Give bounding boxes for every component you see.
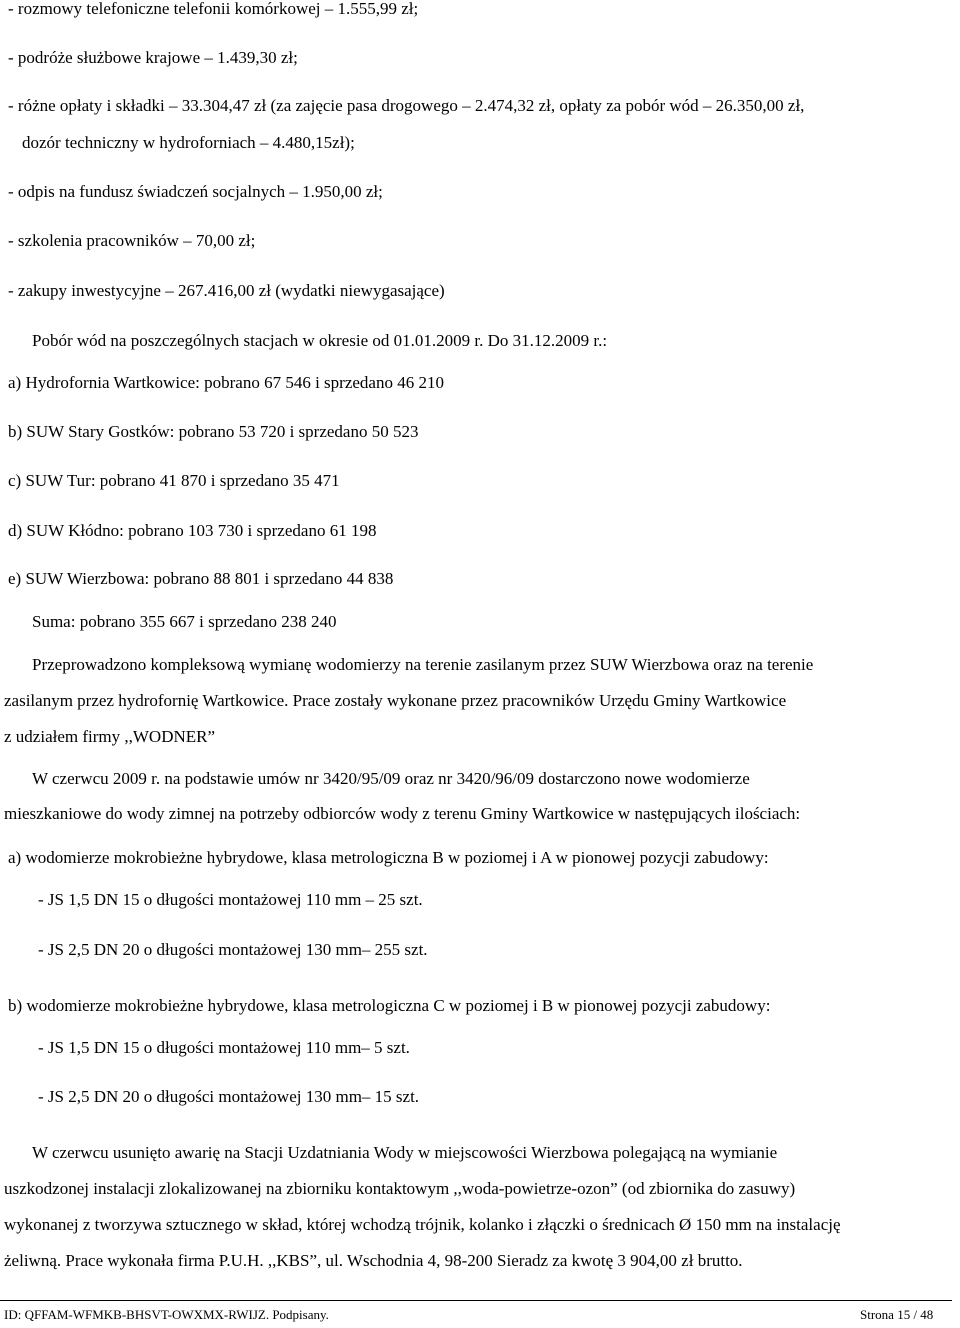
- station-line-d: d) SUW Kłódno: pobrano 103 730 i sprzedano 61 198: [8, 521, 377, 540]
- expense-line-social-fund: - odpis na fundusz świadczeń socjalnych – 1.950,00 zł;: [8, 182, 383, 201]
- paragraph-failure-repair-2: uszkodzonej instalacji zlokalizowanej na zbiorniku kontaktowym ,,woda-powietrze-ozon” (od zbiornika do zasuwy): [4, 1179, 796, 1198]
- meter-item-a1: - JS 1,5 DN 15 o długości montażowej 110 mm – 25 szt.: [38, 890, 423, 909]
- paragraph-meter-replacement-2: zasilanym przez hydrofornię Wartkowice. Prace zostały wykonane przez pracowników Urzędu Gminy Wartkowice: [4, 691, 787, 710]
- footer-divider: [0, 1300, 952, 1301]
- paragraph-failure-repair-4: żeliwną. Prace wykonała firma P.U.H. ,,KBS”, ul. Wschodnia 4, 98-200 Sieradz za kwotę 3 904,00 zł brutto.: [4, 1251, 743, 1270]
- expense-line-fees: - różne opłaty i składki – 33.304,47 zł (za zajęcie pasa drogowego – 2.474,32 zł, opłaty za pobór wód – 26.350,00 zł,: [8, 96, 805, 115]
- paragraph-meter-replacement-1: Przeprowadzono kompleksową wymianę wodomierzy na terenie zasilanym przez SUW Wierzbowa oraz na terenie: [32, 655, 814, 674]
- footer-document-id: ID: QFFAM-WFMKB-BHSVT-OWXMX-RWIJZ. Podpisany.: [4, 1307, 329, 1322]
- paragraph-meter-delivery-2: mieszkaniowe do wody zimnej na potrzeby odbiorców wody z terenu Gminy Wartkowice w następujących ilościach:: [4, 804, 801, 823]
- paragraph-failure-repair-3: wykonanej z tworzywa sztucznego w skład, której wchodzą trójnik, kolanko i złączki o średnicach Ø 150 mm na instalację: [4, 1215, 841, 1234]
- expense-line-phones: - rozmowy telefoniczne telefonii komórkowej – 1.555,99 zł;: [8, 0, 419, 18]
- expense-line-investments: - zakupy inwestycyjne – 267.416,00 zł (wydatki niewygasające): [8, 281, 445, 300]
- paragraph-meter-replacement-3: z udziałem firmy ,,WODNER”: [4, 727, 216, 746]
- station-line-a: a) Hydrofornia Wartkowice: pobrano 67 546 i sprzedano 46 210: [8, 373, 444, 392]
- paragraph-meter-delivery-1: W czerwcu 2009 r. na podstawie umów nr 3420/95/09 oraz nr 3420/96/09 dostarczono nowe wodomierze: [32, 769, 750, 788]
- expense-line-training: - szkolenia pracowników – 70,00 zł;: [8, 231, 256, 250]
- footer-page-number: Strona 15 / 48: [860, 1307, 934, 1322]
- expense-line-travel: - podróże służbowe krajowe – 1.439,30 zł;: [8, 48, 298, 67]
- meter-class-a-heading: a) wodomierze mokrobieżne hybrydowe, klasa metrologiczna B w poziomej i A w pionowej pozycji zabudowy:: [8, 848, 769, 867]
- meter-item-b2: - JS 2,5 DN 20 o długości montażowej 130 mm– 15 szt.: [38, 1087, 420, 1106]
- station-sum-line: Suma: pobrano 355 667 i sprzedano 238 240: [32, 612, 337, 631]
- meter-item-b1: - JS 1,5 DN 15 o długości montażowej 110 mm– 5 szt.: [38, 1038, 410, 1057]
- meter-class-b-heading: b) wodomierze mokrobieżne hybrydowe, klasa metrologiczna C w poziomej i B w pionowej pozycji zabudowy:: [8, 996, 771, 1015]
- station-line-c: c) SUW Tur: pobrano 41 870 i sprzedano 35 471: [8, 471, 340, 490]
- expense-line-fees-cont: dozór techniczny w hydroforniach – 4.480,15zł);: [22, 133, 355, 152]
- station-line-b: b) SUW Stary Gostków: pobrano 53 720 i sprzedano 50 523: [8, 422, 419, 441]
- meter-item-a2: - JS 2,5 DN 20 o długości montażowej 130 mm– 255 szt.: [38, 940, 428, 959]
- station-line-e: e) SUW Wierzbowa: pobrano 88 801 i sprzedano 44 838: [8, 569, 394, 588]
- water-intake-heading: Pobór wód na poszczególnych stacjach w okresie od 01.01.2009 r. Do 31.12.2009 r.:: [32, 331, 608, 350]
- paragraph-failure-repair-1: W czerwcu usunięto awarię na Stacji Uzdatniania Wody w miejscowości Wierzbowa polegającą na wymianie: [32, 1143, 778, 1162]
